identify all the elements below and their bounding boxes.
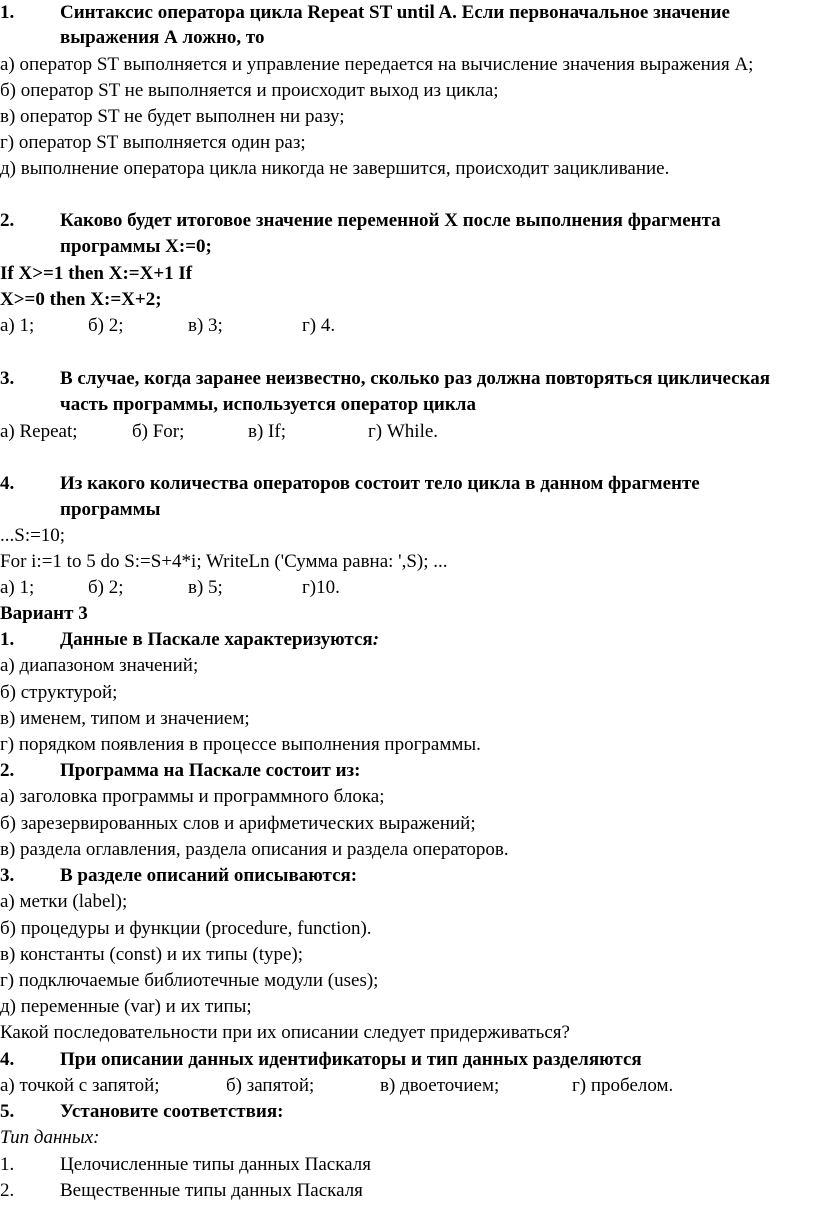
variant-question-4-title — [0, 1047, 816, 1073]
code-line: For i:=1 to 5 do S:=S+4*i; WriteLn ('Сумма равна: ',S); ... — [0, 551, 448, 572]
answer-option: в) раздела оглавления, раздела описания и раздела операторов. — [0, 839, 509, 860]
question-number: 3. — [0, 368, 15, 389]
question-title-colon: : — [372, 629, 380, 650]
answer-option: а) Repeat; — [0, 421, 78, 442]
answer-option: в) If; — [248, 421, 286, 442]
answer-option: а) заголовка программы и программного блока; — [0, 786, 385, 807]
code-line: ...S:=10; — [0, 525, 66, 546]
variant-question-1-title — [0, 627, 816, 653]
question-title — [60, 627, 379, 653]
answer-option: г) подключаемые библиотечные модули (uses); — [0, 970, 379, 991]
answer-option: г) 4. — [302, 315, 336, 336]
question-number: 2. — [0, 210, 15, 231]
question-title: В разделе описаний описываются: — [60, 865, 358, 886]
answer-option: а) 1; — [0, 315, 35, 336]
subheading: Тип данных: — [0, 1127, 100, 1148]
answer-option: а) оператор ST выполняется и управление передается на вычисление значения выражения А; — [0, 54, 754, 75]
answer-option: в) 3; — [188, 315, 223, 336]
followup-question: Какой последовательности при их описании следует придерживаться? — [0, 1022, 570, 1043]
list-item-number: 1. — [0, 1154, 15, 1175]
answer-option: б) 2; — [88, 577, 124, 598]
answer-option: б) оператор ST не выполняется и происходит выход из цикла; — [0, 80, 499, 101]
answer-option: а) точкой с запятой; — [0, 1075, 160, 1096]
question-2-title-line1 — [0, 208, 816, 234]
answer-option: д) переменные (var) и их типы; — [0, 996, 252, 1017]
question-title: Синтаксис оператора цикла Repeat ST until A. Если первоначальное значение — [60, 2, 730, 23]
variant-question-3-title — [0, 863, 816, 889]
answer-option: б) структурой; — [0, 682, 118, 703]
question-2-title-line2 — [0, 234, 816, 260]
list-item-text: Целочисленные типы данных Паскаля — [60, 1154, 371, 1175]
list-item-text: Вещественные типы данных Паскаля — [60, 1180, 363, 1201]
variant-heading: Вариант 3 — [0, 603, 88, 624]
question-1-title-line1 — [0, 0, 816, 26]
question-number: 1. — [0, 629, 15, 650]
answer-option: б) 2; — [88, 315, 124, 336]
question-number: 4. — [0, 1049, 15, 1070]
question-4-title-line2 — [0, 497, 816, 523]
code-line: If X>=1 then X:=X+1 If — [0, 263, 193, 284]
question-title-continued: программы X:=0; — [60, 236, 212, 257]
list-item-number: 2. — [0, 1180, 15, 1201]
question-number: 5. — [0, 1101, 15, 1122]
question-number: 2. — [0, 760, 15, 781]
answer-options-row — [0, 419, 816, 445]
answer-option: г) оператор ST выполняется один раз; — [0, 132, 306, 153]
answer-option: а) диапазоном значений; — [0, 655, 199, 676]
answer-option: б) зарезервированных слов и арифметических выражений; — [0, 813, 476, 834]
question-number: 4. — [0, 473, 15, 494]
answer-option: б) запятой; — [226, 1075, 315, 1096]
question-title-continued: выражения А ложно, то — [60, 27, 265, 48]
answer-option: в) двоеточием; — [380, 1075, 500, 1096]
answer-option: в) 5; — [188, 577, 223, 598]
answer-option: в) именем, типом и значением; — [0, 708, 250, 729]
question-number: 3. — [0, 865, 15, 886]
answer-option: г) While. — [368, 421, 439, 442]
question-3-title-line1 — [0, 366, 816, 392]
answer-option: г) порядком появления в процессе выполнения программы. — [0, 734, 481, 755]
answer-option: г)10. — [302, 577, 340, 598]
answer-option: б) For; — [132, 421, 185, 442]
question-1-title-line2 — [0, 25, 816, 51]
question-title-continued: часть программы, используется оператор цикла — [60, 394, 476, 415]
question-title: Установите соответствия: — [60, 1101, 284, 1122]
question-title-continued: программы — [60, 499, 161, 520]
question-title: В случае, когда заранее неизвестно, сколько раз должна повторяться циклическая — [60, 368, 770, 389]
answer-option: в) оператор ST не будет выполнен ни разу; — [0, 106, 345, 127]
variant-question-2-title — [0, 758, 816, 784]
answer-option: а) 1; — [0, 577, 35, 598]
question-title: Каково будет итоговое значение переменной X после выполнения фрагмента — [60, 210, 721, 231]
list-item — [0, 1152, 816, 1178]
answer-option: в) константы (const) и их типы (type); — [0, 944, 304, 965]
code-line: X>=0 then X:=X+2; — [0, 289, 162, 310]
answer-options-row — [0, 313, 816, 339]
question-number: 1. — [0, 2, 15, 23]
answer-option: а) метки (label); — [0, 891, 128, 912]
answer-option: д) выполнение оператора цикла никогда не завершится, происходит зацикливание. — [0, 158, 670, 179]
question-3-title-line2 — [0, 392, 816, 418]
answer-option: б) процедуры и функции (procedure, function). — [0, 918, 372, 939]
list-item — [0, 1178, 816, 1204]
answer-options-row — [0, 575, 816, 601]
question-title: Программа на Паскале состоит из: — [60, 760, 361, 781]
answer-option: г) пробелом. — [572, 1075, 674, 1096]
answer-options-row — [0, 1073, 816, 1099]
question-title-text: Данные в Паскале характеризуются — [60, 629, 373, 650]
question-4-title-line1 — [0, 471, 816, 497]
question-title: Из какого количества операторов состоит тело цикла в данном фрагменте — [60, 473, 700, 494]
question-title: При описании данных идентификаторы и тип данных разделяются — [60, 1049, 642, 1070]
variant-question-5-title — [0, 1099, 816, 1125]
